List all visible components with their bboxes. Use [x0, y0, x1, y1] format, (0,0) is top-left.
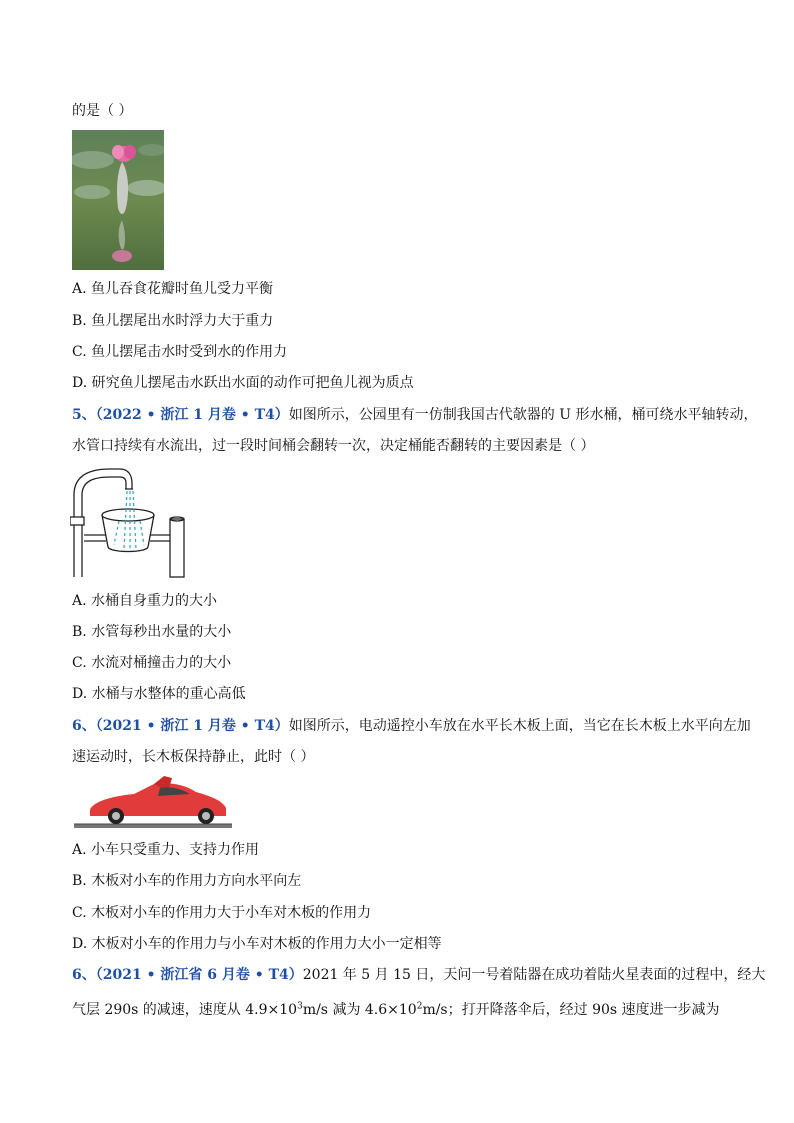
q6a-source: （2021 • 浙江 1 月卷 • T4） [95, 718, 289, 734]
q6a-option-c: C. 木板对小车的作用力大于小车对木板的作用力 [72, 905, 372, 921]
q6b-source: （2021 • 浙江省 6 月卷 • T4） [95, 967, 303, 983]
q6b-stem-line1 [72, 965, 765, 985]
q4-option-a: A. 鱼儿吞食花瓣时鱼儿受力平衡 [72, 281, 274, 297]
q6b-text-b: m/s 减为 4.6×10 [302, 1002, 417, 1018]
q6a-option-a: A. 小车只受重力、支持力作用 [72, 842, 260, 858]
q6b-text-c: m/s；打开降落伞后，经过 90s 速度进一步减为 [422, 1002, 720, 1018]
q6b-stem-line2 [72, 1000, 720, 1020]
q5-option-a: A. 水桶自身重力的大小 [72, 593, 218, 609]
q6a-stem-line2: 速运动时，长木板保持静止，此时（ ） [72, 749, 315, 765]
q5-stem-line1 [72, 405, 757, 425]
q5-stem-text1: 如图所示，公园里有一仿制我国古代欹器的 U 形水桶，桶可绕水平轴转动， [288, 407, 758, 423]
q5-source: （2022 • 浙江 1 月卷 • T4） [95, 407, 289, 423]
q6a-stem-line1 [72, 716, 751, 736]
q6b-exp1: 3 [297, 1001, 303, 1012]
q4-option-d: D. 研究鱼儿摆尾击水跃出水面的动作可把鱼儿视为质点 [72, 375, 414, 391]
q6b-stem-text1: 2021 年 5 月 15 日，天问一号着陆器在成功着陆火星表面的过程中，经大 [302, 967, 766, 983]
q6b-text-a: 气层 290s 的减速，速度从 4.9×10 [72, 1002, 298, 1018]
q6a-number: 6、 [72, 718, 96, 734]
bucket-diagram [70, 465, 190, 580]
q6b-number: 6、 [72, 967, 96, 983]
q4-stem-tail: 的是（ ） [72, 103, 133, 119]
q6a-option-d: D. 木板对小车的作用力与小车对木板的作用力大小一定相等 [72, 936, 442, 952]
q6a-stem-text1: 如图所示，电动遥控小车放在水平长木板上面，当它在长木板上水平向左加 [288, 718, 751, 734]
q5-option-d: D. 水桶与水整体的重心高低 [72, 686, 246, 702]
q5-option-b: B. 水管每秒出水量的大小 [72, 624, 232, 640]
q4-option-b: B. 鱼儿摆尾出水时浮力大于重力 [72, 313, 274, 329]
q6a-option-b: B. 木板对小车的作用力方向水平向左 [72, 873, 302, 889]
q4-option-c: C. 鱼儿摆尾击水时受到水的作用力 [72, 344, 288, 360]
q6b-exp2: 2 [416, 1001, 423, 1012]
q5-number: 5、 [72, 407, 96, 423]
toy-car-on-board [72, 772, 234, 832]
fish-lotus-photo [72, 130, 164, 270]
q5-stem-line2: 水管口持续有水流出，过一段时间桶会翻转一次，决定桶能否翻转的主要因素是（ ） [72, 438, 595, 454]
q5-option-c: C. 水流对桶撞击力的大小 [72, 655, 232, 671]
